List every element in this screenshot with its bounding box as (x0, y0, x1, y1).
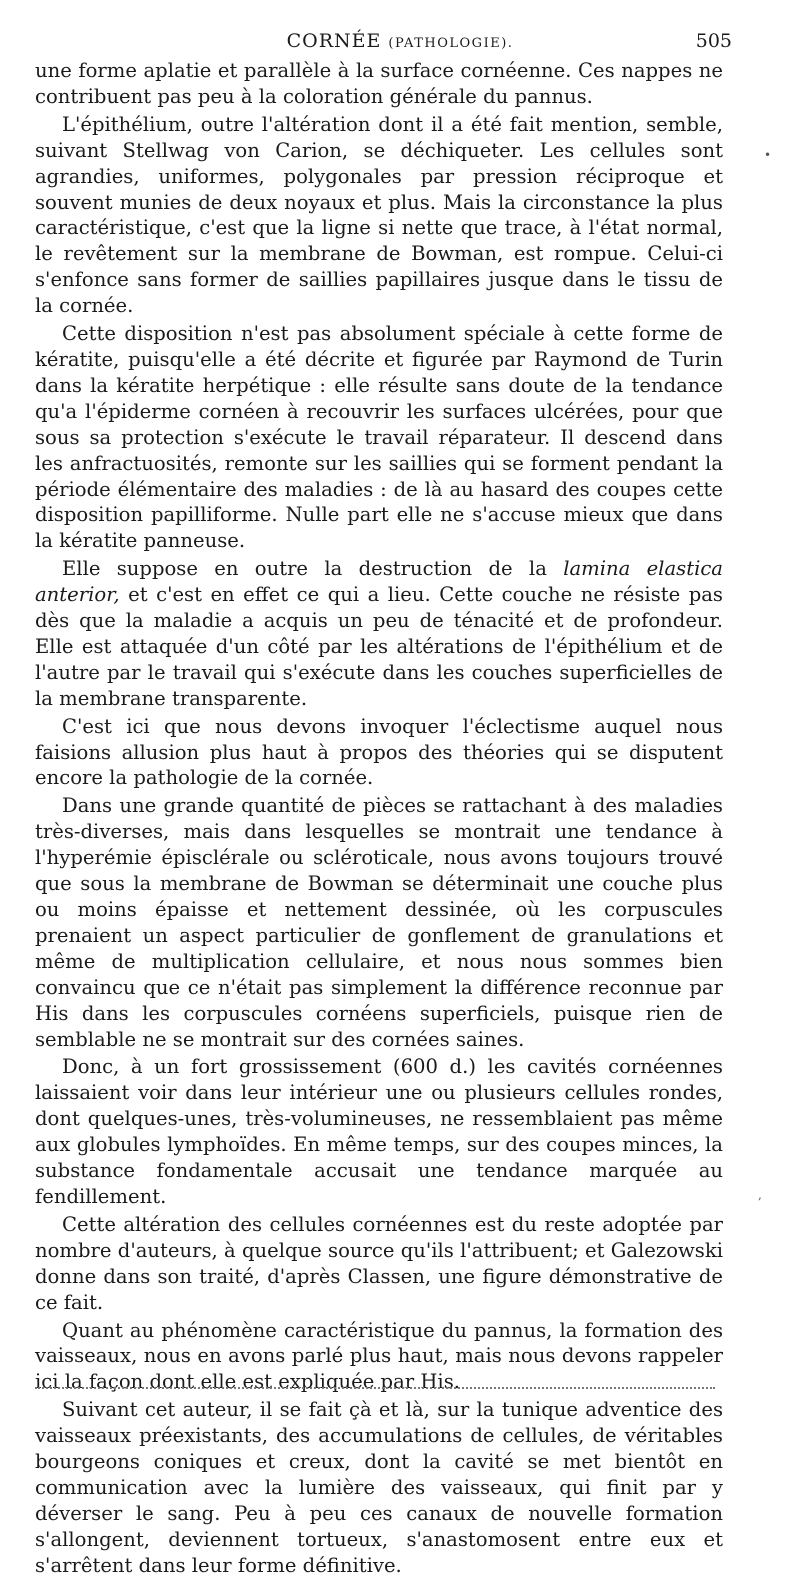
paragraph-5: C'est ici que nous devons invoquer l'éclectisme auquel nous faisions allusion plus haut à propos des théories qui se disputent encore la pathologie de la cornée. (35, 714, 723, 790)
paragraph-4-start: Elle suppose en outre la destruction de la (62, 557, 564, 581)
paragraph-8: Cette altération des cellules cornéennes est du reste adoptée par nombre d'auteurs, à quelque source qu'ils l'attribuent; et Galezowski donne dans son traité, d'après Classen, une figure démonstrative de ce fait. (35, 1212, 723, 1314)
running-head (0, 30, 800, 56)
bottom-bleed-through-line (35, 1387, 715, 1389)
body-text (35, 58, 723, 1579)
paragraph-7: Donc, à un fort grossissement (600 d.) les cavités cornéennes laissaient voir dans leur intérieur une ou plusieurs cellules rondes, dont quelques-unes, très-volumineuses, ne ressemblaient pas même aux globules lymphoïdes. En même temps, sur des coupes minces, la substance fondamentale accusait une tendance marquée au fendillement. (35, 1055, 723, 1208)
title-subtitle: (PATHOLOGIE). (388, 36, 514, 51)
latin-term: lamina elastica anterior, (35, 557, 723, 607)
paragraph-4-end: et c'est en effet ce qui a lieu. Cette couche ne résiste pas dès que la maladie a acquis un peu de ténacité et de profondeur. Elle est attaquée d'un côté par les altérations de l'épithélium et de l'autre par le travail qui s'exécute dans les couches superficielles de la membrane transparente. (35, 583, 723, 710)
paragraph-1: une forme aplatie et parallèle à la surface cornéenne. Ces nappes ne contribuent pas peu à la coloration générale du pannus. (35, 59, 723, 108)
paragraph-9: Quant au phénomène caractéristique du pannus, la formation des vaisseaux, nous en avons parlé plus haut, mais nous devons rappeler ici la façon dont elle est expliquée par His. (35, 1318, 723, 1394)
page-title (0, 30, 800, 52)
margin-speck: • (764, 148, 772, 162)
page-number: 505 (695, 30, 732, 52)
margin-speck: , (758, 1188, 762, 1202)
paragraph-2: L'épithélium, outre l'altération dont il a été fait mention, semble, suivant Stellwag von Carion, se déchiqueter. Les cellules sont agrandies, uniformes, polygonales par pression réciproque et souvent munies de deux noyaux et plus. Mais la circonstance la plus caractéristique, c'est que la ligne si nette que trace, à l'état normal, le revêtement sur la membrane de Bowman, est rompue. Celui-ci s'enfonce sans former de saillies papillaires jusque dans le tissu de la cornée. (35, 112, 723, 318)
title-main: CORNÉE (286, 30, 382, 52)
paragraph-4 (35, 556, 723, 711)
paragraph-3: Cette disposition n'est pas absolument spéciale à cette forme de kératite, puisqu'elle a été décrite et figurée par Raymond de Turin dans la kératite herpétique : elle résulte sans doute de la tendance qu'a l'épiderme cornéen à recouvrir les surfaces ulcérées, pour que sous sa protection s'exécute le travail réparateur. Il descend dans les anfractuosités, remonte sur les saillies qui se forment pendant la période élémentaire des maladies : de là au hasard des coupes cette disposition papilliforme. Nulle part elle ne s'accuse mieux que dans la kératite panneuse. (35, 322, 723, 553)
paragraph-6: Dans une grande quantité de pièces se rattachant à des maladies très-diverses, mais dans lesquelles se montrait une tendance à l'hyperémie épisclérale ou scléroticale, nous avons toujours trouvé que sous la membrane de Bowman se déterminait une couche plus ou moins épaisse et nettement dessinée, où les corpuscules prenaient un aspect particulier de gonflement de granulations et même de multiplication cellulaire, et nous nous sommes bien convaincu que ce n'était pas simplement la différence reconnue par His dans les corpuscules cornéens superficiels, puisque rien de semblable ne se montrait sur des cornées saines. (35, 794, 723, 1051)
paragraph-10: Suivant cet auteur, il se fait çà et là, sur la tunique adventice des vaisseaux préexistants, des accumulations de cellules, de véritables bourgeons coniques et creux, dont la cavité se met bientôt en communication avec la lumière des vaisseaux, qui finit par y déverser le sang. Peu à peu ces canaux de nouvelle formation s'allongent, deviennent tortueux, s'anastomosent entre eux et s'arrêtent dans leur forme définitive. (35, 1398, 723, 1577)
